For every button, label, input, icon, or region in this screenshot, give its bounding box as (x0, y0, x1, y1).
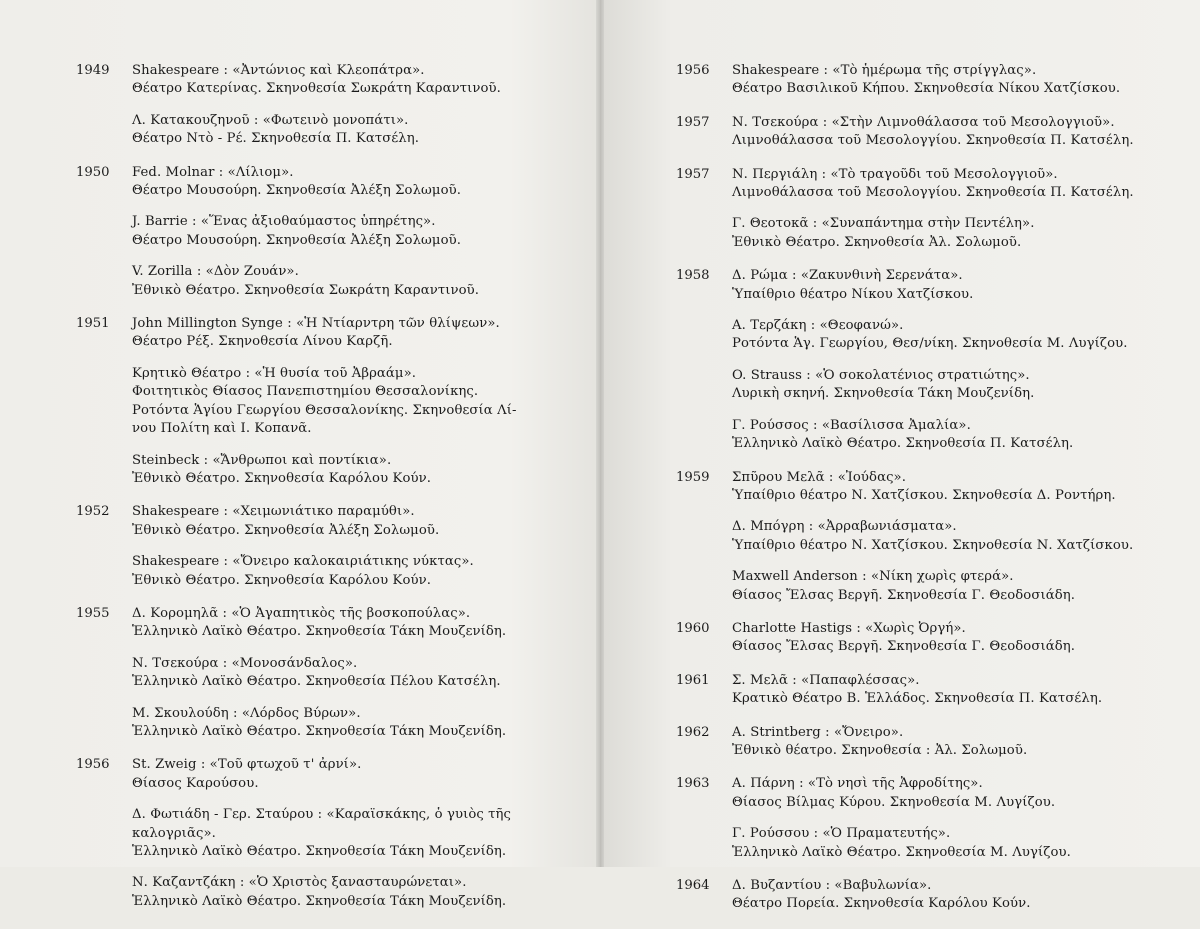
production-entry (132, 213, 566, 250)
play-title-line: Σπῦρου Μελᾶ : «Ἰούδας». (732, 469, 907, 485)
book-gutter (596, 0, 604, 867)
play-title-line: O. Strauss : «Ὁ σοκολατένιος στρατιώτης». (732, 367, 1030, 383)
play-title-line: Shakespeare : «Ἀντώνιος καὶ Κλεοπάτρα». (132, 63, 425, 78)
year-label: 1951 (76, 316, 110, 332)
production-detail-line: Θίασος Ἔλσας Βεργῆ. Σκηνοθεσία Γ. Θεοδοσιάδη. (732, 639, 1076, 655)
production-detail-line: Ἐθνικὸ Θέατρο. Σκηνοθεσία Καρόλου Κούν. (132, 470, 432, 486)
year-label: 1958 (676, 268, 710, 284)
production-entry (732, 568, 1146, 605)
production-entry (132, 806, 566, 861)
production-list (132, 315, 566, 488)
production-detail-line: Ἐθνικὸ Θέατρο. Σκηνοθεσία Ἀλ. Σολωμοῦ. (732, 234, 1022, 250)
production-detail-line: Ἑλληνικὸ Λαϊκὸ Θέατρο. Σκηνοθεσία Τάκη Μουζενίδη. (132, 723, 507, 739)
play-title-line: A. Strintberg : «Ὄνειρο». (732, 724, 904, 740)
production-detail-line: Ὑπαίθριο θέατρο Ν. Χατζίσκου. Σκηνοθεσία Ν. Χατζίσκου. (732, 537, 1134, 553)
play-title-line: Δ. Φωτιάδη - Γερ. Σταύρου : «Καραϊσκάκης, ὁ γυιὸς τῆς (132, 807, 512, 823)
play-title-line: Maxwell Anderson : «Νίκη χωρὶς φτερά». (732, 569, 1014, 585)
production-list (132, 62, 566, 149)
year-label: 1959 (676, 469, 710, 485)
play-title-line: Σ. Μελᾶ : «Παπαφλέσσας». (732, 672, 920, 688)
play-title-line: Δ. Βυζαντίου : «Βαβυλωνία». (732, 878, 932, 893)
play-title-line: V. Zorilla : «Δὸν Ζουάν». (132, 264, 299, 280)
year-label: 1956 (676, 63, 710, 78)
play-title-line: Fed. Molnar : «Λίλιομ». (132, 164, 294, 180)
production-detail-line: Ἑλληνικὸ Λαϊκὸ Θέατρο. Σκηνοθεσία Τάκη Μουζενίδη. (132, 893, 507, 909)
production-detail-line: Ἑλληνικὸ Λαϊκὸ Θέατρο. Σκηνοθεσία Πέλου Κατσέλη. (132, 674, 501, 690)
year-label: 1949 (76, 63, 110, 78)
play-title-line: Λ. Κατακουζηνοῦ : «Φωτεινὸ μονοπάτι». (132, 112, 409, 128)
production-entry (732, 62, 1146, 99)
right-chronology-list (676, 62, 1146, 929)
production-entry (732, 114, 1146, 151)
year-block (676, 877, 1146, 914)
production-list (132, 605, 566, 741)
production-entry (132, 503, 566, 540)
production-entry (732, 877, 1146, 914)
production-entry (132, 62, 566, 99)
production-entry (732, 317, 1146, 354)
production-detail-line: Θέατρο Μουσούρη. Σκηνοθεσία Ἀλέξη Σολωμοῦ. (132, 232, 462, 248)
production-entry (732, 469, 1146, 506)
year-label: 1962 (676, 724, 710, 740)
production-detail-line: Ροτόντα Ἁγ. Γεωργίου, Θεσ/νίκη. Σκηνοθεσία Μ. Λυγίζου. (732, 336, 1128, 352)
production-list (732, 267, 1146, 453)
production-entry (732, 367, 1146, 404)
production-detail-line: Λιμνοθάλασσα τοῦ Μεσολογγίου. Σκηνοθεσία Π. Κατσέλη. (732, 133, 1134, 149)
production-entry (132, 164, 566, 201)
year-label: 1952 (76, 504, 110, 520)
play-title-line: Steinbeck : «Ἄνθρωποι καὶ ποντίκια». (132, 452, 392, 468)
play-title-line: Ν. Τσεκούρα : «Στὴν Λιμνοθάλασσα τοῦ Μεσολογγιοῦ». (732, 114, 1115, 130)
play-title-line: Γ. Ρούσσος : «Βασίλισσα Ἀμαλία». (732, 417, 971, 433)
left-page (0, 0, 600, 909)
production-list (132, 164, 566, 300)
production-detail-line: Κρατικὸ Θέατρο Β. Ἑλλάδος. Σκηνοθεσία Π. Κατσέλη. (732, 691, 1103, 707)
production-entry (732, 267, 1146, 304)
year-block (676, 114, 1146, 151)
production-list (132, 503, 566, 590)
play-title-line: Γ. Θεοτοκᾶ : «Συναπάντημα στὴν Πεντέλη». (732, 216, 1035, 232)
play-title-line: Δ. Ρώμα : «Ζακυνθινὴ Σερενάτα». (732, 268, 963, 284)
production-list (732, 724, 1146, 761)
production-list (732, 877, 1146, 914)
play-title-line: Shakespeare : «Τὸ ἡμέρωμα τῆς στρίγγλας». (732, 63, 1037, 78)
year-block (676, 62, 1146, 99)
production-detail-line: Θέατρο Βασιλικοῦ Κήπου. Σκηνοθεσία Νίκου Χατζίσκου. (732, 81, 1121, 97)
production-list (732, 62, 1146, 99)
year-block (76, 605, 566, 741)
production-list (132, 756, 566, 911)
production-detail-line: καλογριᾶς». (132, 825, 216, 841)
year-label: 1957 (676, 114, 710, 130)
play-title-line: Charlotte Hastigs : «Χωρὶς Ὀργή». (732, 620, 966, 636)
production-detail-line: Θίασος Ἔλσας Βεργῆ. Σκηνοθεσία Γ. Θεοδοσιάδη. (732, 587, 1076, 603)
production-list (732, 620, 1146, 657)
play-title-line: Shakespeare : «Χειμωνιάτικο παραμύθι». (132, 504, 415, 520)
year-block (676, 620, 1146, 657)
production-entry (732, 775, 1146, 812)
right-page (600, 0, 1200, 912)
production-entry (732, 518, 1146, 555)
play-title-line: Δ. Κορομηλᾶ : «Ὁ Ἀγαπητικὸς τῆς βοσκοπούλας». (132, 605, 471, 621)
production-detail-line: Ροτόντα Ἁγίου Γεωργίου Θεσσαλονίκης. Σκηνοθεσία Λί- (132, 402, 517, 418)
year-block (676, 672, 1146, 709)
production-detail-line: Ἑλληνικὸ Λαϊκὸ Θέατρο. Σκηνοθεσία Τάκη Μουζενίδη. (132, 844, 507, 859)
play-title-line: Ν. Περγιάλη : «Τὸ τραγοῦδι τοῦ Μεσολογγιοῦ». (732, 166, 1058, 182)
production-detail-line: Θέατρο Ρέξ. Σκηνοθεσία Λίνου Καρζῆ. (132, 334, 393, 350)
production-detail-line: Ἑλληνικὸ Λαϊκὸ Θέατρο. Σκηνοθεσία Μ. Λυγίζου. (732, 844, 1071, 860)
production-entry (132, 263, 566, 300)
production-detail-line: Θίασος Βίλμας Κύρου. Σκηνοθεσία Μ. Λυγίζου. (732, 794, 1056, 810)
production-detail-line: Ἐθνικὸ Θέατρο. Σκηνοθεσία Σωκράτη Καραντινοῦ. (132, 282, 480, 298)
production-detail-line: Ἐθνικὸ Θέατρο. Σκηνοθεσία Καρόλου Κούν. (132, 572, 432, 588)
production-entry (732, 166, 1146, 203)
play-title-line: Ν. Τσεκούρα : «Μονοσάνδαλος». (132, 655, 358, 671)
production-entry (132, 705, 566, 742)
production-detail-line: Ὑπαίθριο θέατρο Ν. Χατζίσκου. Σκηνοθεσία Δ. Ροντήρη. (732, 487, 1116, 503)
play-title-line: Α. Πάρνη : «Τὸ νησὶ τῆς Ἀφροδίτης». (732, 776, 983, 792)
year-label: 1957 (676, 166, 710, 182)
production-entry (132, 315, 566, 352)
play-title-line: St. Zweig : «Τοῦ φτωχοῦ τ' ἀρνί». (132, 757, 362, 773)
production-entry (132, 756, 566, 793)
year-label: 1960 (676, 620, 710, 636)
production-entry (132, 112, 566, 149)
production-detail-line: Ἐθνικὸ θέατρο. Σκηνοθεσία : Ἀλ. Σολωμοῦ. (732, 742, 1028, 758)
year-label: 1964 (676, 878, 710, 893)
play-title-line: John Millington Synge : «Ἡ Ντίαρντρη τῶν θλίψεων». (132, 316, 500, 332)
production-detail-line: Θίασος Καρούσου. (132, 775, 259, 791)
production-list (732, 672, 1146, 709)
production-entry (132, 655, 566, 692)
year-block (676, 775, 1146, 862)
play-title-line: Ν. Καζαντζάκη : «Ὁ Χριστὸς ξανασταυρώνεται». (132, 875, 467, 891)
year-block (676, 469, 1146, 605)
play-title-line: Γ. Ρούσσου : «Ὁ Πραματευτής». (732, 826, 951, 842)
year-label: 1955 (76, 605, 110, 621)
production-detail-line: Θέατρο Μουσούρη. Σκηνοθεσία Ἀλέξη Σολωμοῦ. (132, 183, 462, 199)
production-detail-line: Λιμνοθάλασσα τοῦ Μεσολογγίου. Σκηνοθεσία Π. Κατσέλη. (732, 185, 1134, 201)
year-label: 1956 (76, 757, 110, 773)
production-detail-line: Λυρικὴ σκηνή. Σκηνοθεσία Τάκη Μουζενίδη. (732, 386, 1035, 402)
year-block (76, 756, 566, 911)
production-entry (132, 452, 566, 489)
production-detail-line: νου Πολίτη καὶ Ι. Κοπανᾶ. (132, 421, 312, 437)
play-title-line: Shakespeare : «Ὄνειρο καλοκαιριάτικης νύκτας». (132, 554, 474, 570)
production-detail-line: Ὑπαίθριο θέατρο Νίκου Χατζίσκου. (732, 286, 974, 302)
production-detail-line: Ἐθνικὸ Θέατρο. Σκηνοθεσία Ἀλέξη Σολωμοῦ. (132, 522, 440, 538)
play-title-line: Δ. Μπόγρη : «Ἀρραβωνιάσματα». (732, 519, 957, 535)
production-list (732, 166, 1146, 253)
production-detail-line: Ἑλληνικὸ Λαϊκὸ Θέατρο. Σκηνοθεσία Τάκη Μουζενίδη. (132, 624, 507, 640)
year-block (76, 315, 566, 488)
production-entry (732, 620, 1146, 657)
production-entry (132, 605, 566, 642)
production-entry (732, 825, 1146, 862)
left-chronology-list (76, 62, 566, 926)
year-block (76, 62, 566, 149)
production-list (732, 775, 1146, 862)
production-list (732, 114, 1146, 151)
production-entry (132, 365, 566, 439)
play-title-line: J. Barrie : «Ἕνας ἀξιοθαύμαστος ὑπηρέτης». (132, 214, 436, 230)
year-label: 1950 (76, 164, 110, 180)
production-list (732, 469, 1146, 605)
year-block (676, 724, 1146, 761)
production-entry (732, 672, 1146, 709)
production-entry (132, 553, 566, 590)
year-label: 1963 (676, 776, 710, 792)
year-block (76, 503, 566, 590)
production-detail-line: Θέατρο Κατερίνας. Σκηνοθεσία Σωκράτη Καραντινοῦ. (132, 81, 501, 97)
play-title-line: Α. Τερζάκη : «Θεοφανώ». (732, 318, 904, 334)
play-title-line: Μ. Σκουλούδη : «Λόρδος Βύρων». (132, 705, 361, 721)
production-detail-line: Θέατρο Πορεία. Σκηνοθεσία Καρόλου Κούν. (732, 896, 1031, 912)
production-detail-line: Θέατρο Ντὸ - Ρέ. Σκηνοθεσία Π. Κατσέλη. (132, 131, 420, 147)
production-entry (732, 417, 1146, 454)
year-block (76, 164, 566, 300)
year-label: 1961 (676, 672, 710, 688)
production-entry (732, 724, 1146, 761)
production-entry (132, 874, 566, 911)
production-entry (732, 215, 1146, 252)
production-detail-line: Φοιτητικὸς Θίασος Πανεπιστημίου Θεσσαλονίκης. (132, 384, 479, 400)
year-block (676, 267, 1146, 453)
year-block (676, 166, 1146, 253)
production-detail-line: Ἑλληνικὸ Λαϊκὸ Θέατρο. Σκηνοθεσία Π. Κατσέλη. (732, 436, 1074, 452)
play-title-line: Κρητικὸ Θέατρο : «Ἡ θυσία τοῦ Ἀβραάμ». (132, 365, 417, 381)
